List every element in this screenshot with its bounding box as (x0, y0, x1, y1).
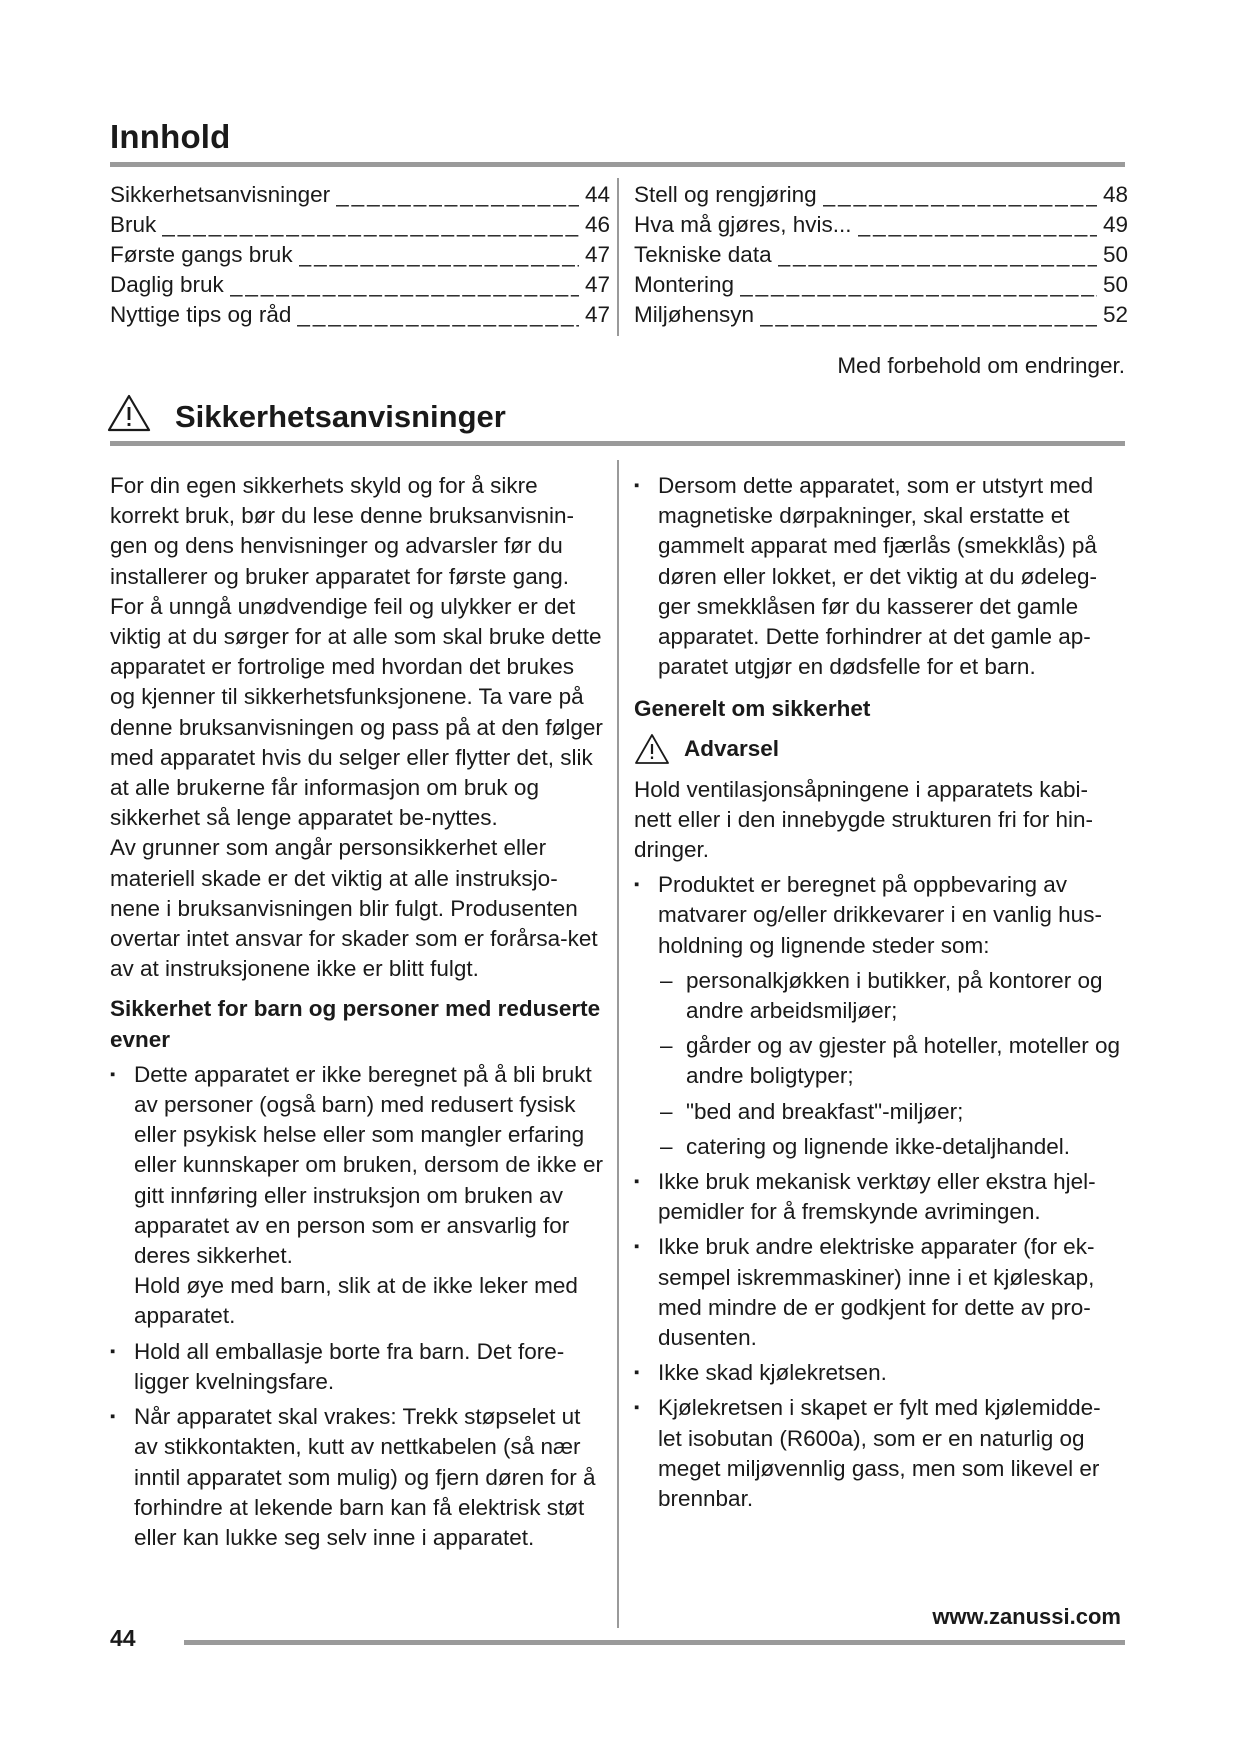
dash-item: – catering og lignende ikke-detaljhandel. (634, 1132, 1124, 1162)
warning-label: Advarsel (684, 735, 780, 761)
general-safety-heading: Generelt om sikkerhet (634, 696, 871, 722)
right-column (634, 471, 1124, 1514)
safety-rule (110, 441, 1125, 446)
bullet-item: ▪ Dersom dette apparatet, som er utstyrt med magnetiske dørpakninger, skal erstatte et gammelt apparat med fjærlås (smekklås) på døren eller lokket, er det viktig at du ødeleg-ger smekklåsen før du kasserer det gamle apparatet. Dette forhindrer at det gamle ap-paratet utgjør en dødsfelle for et barn. (634, 471, 1124, 682)
toc-entry[interactable]: Tekniske data _____ 50 (634, 240, 1128, 270)
column-divider (617, 460, 619, 1628)
bullet-item: ▪ Når apparatet skal vrakes: Trekk støpselet ut av stikkontakten, kutt av nettkabelen (så nær inntil apparatet som mulig) og fjern døren for å forhindre at lekende barn kan få elektrisk støt eller kan lukke seg selv inne i apparatet. (110, 1402, 605, 1553)
warning-text: Hold ventilasjonsåpningene i apparatets kabi-nett eller i den innebygde strukturen fri for hin-dringer. (634, 776, 1093, 863)
dash-item: – "bed and breakfast"-miljøer; (634, 1097, 1124, 1127)
bullet-item: ▪ Ikke bruk mekanisk verktøy eller ekstra hjel-pemidler for å fremskynde avrimingen. (634, 1167, 1124, 1227)
bullet-item: ▪ Hold all emballasje borte fra barn. Det fore-ligger kvelningsfare. (110, 1337, 605, 1397)
bullet-item: ▪ Produktet er beregnet på oppbevaring av matvarer og/eller drikkevarer i en vanlig hus-holdning og lignende steder som: (634, 870, 1124, 961)
dash-item: – personalkjøkken i butikker, på kontorer og andre arbeidsmiljøer; (634, 966, 1124, 1026)
intro-paragraph: For din egen sikkerhets skyld og for å sikre korrekt bruk, bør du lese denne bruksanvisnin-gen og dens henvisninger og advarsler før du installerer og bruker apparatet for første gang. For å unngå unødvendige feil og ulykker er det viktig at du sørger for at alle som skal bruke dette apparatet er fortrolige med hvordan det brukes og kjenner til sikkerhetsfunksjonene. Ta vare på denne bruksanvisningen og pass på at den følger med apparatet hvis du selger eller flytter det, slik at alle brukerne får informasjon om bruk og sikkerhet så lenge apparatet be-nyttes. (110, 473, 603, 831)
toc-right-column (634, 180, 1128, 330)
left-column (110, 471, 605, 1553)
toc-entry[interactable]: Stell og rengjøring _____ 48 (634, 180, 1128, 210)
dash-item: – gårder og av gjester på hoteller, moteller og andre boligtyper; (634, 1031, 1124, 1091)
contents-rule (110, 162, 1125, 167)
bullet-item: ▪ Ikke skad kjølekretsen. (634, 1358, 1124, 1388)
bullet-item: ▪ Kjølekretsen i skapet er fylt med kjølemidde-let isobutan (R600a), som er en naturlig og meget miljøvennlig gass, men som likevel er brennbar. (634, 1393, 1124, 1514)
bullet-item: ▪ Dette apparatet er ikke beregnet på å bli brukt av personer (også barn) med redusert fysisk eller psykisk helse eller som mangler erfaring eller kunnskaper om bruken, dersom de ikke er gitt innføring eller instruksjon om bruken av apparatet av en person som er ansvarlig for deres sikkerhet. Hold øye med barn, slik at de ikke leker med apparatet. (110, 1060, 605, 1332)
toc-entry[interactable]: Miljøhensyn _____ 52 (634, 300, 1128, 330)
toc-entry[interactable]: Første gangs bruk _____ 47 (110, 240, 610, 270)
page-number: 44 (110, 1625, 136, 1651)
website-link[interactable]: www.zanussi.com (932, 1604, 1121, 1629)
toc-left-column (110, 180, 610, 330)
footer-rule (184, 1640, 1125, 1645)
toc-divider (617, 178, 619, 336)
contents-heading: Innhold (110, 118, 231, 155)
warning-triangle-icon (634, 733, 670, 765)
toc-entry[interactable]: Nyttige tips og råd _____ 47 (110, 300, 610, 330)
warning-box (634, 733, 1124, 765)
toc-entry[interactable]: Bruk _____ 46 (110, 210, 610, 240)
toc-entry[interactable]: Sikkerhetsanvisninger _____ 44 (110, 180, 610, 210)
safety-heading: Sikkerhetsanvisninger (175, 399, 506, 434)
warning-triangle-icon (106, 393, 152, 433)
disclaimer: Med forbehold om endringer. (837, 353, 1125, 378)
bullet-item: ▪ Ikke bruk andre elektriske apparater (for ek-sempel iskremmaskiner) inne i et kjøleskap, med mindre de er godkjent for dette av pro-dusenten. (634, 1232, 1124, 1353)
children-safety-heading: Sikkerhet for barn og personer med reduserte evner (110, 996, 601, 1052)
toc-entry[interactable]: Hva må gjøres, hvis... _____ 49 (634, 210, 1128, 240)
intro-paragraph-2: Av grunner som angår personsikkerhet eller materiell skade er det viktig at alle instruksjo-nene i bruksanvisningen blir fulgt. Produsenten overtar intet ansvar for skader som er forårsa-ket av at instruksjonene ikke er blitt fulgt. (110, 835, 598, 982)
toc-entry[interactable]: Daglig bruk _____ 47 (110, 270, 610, 300)
toc-entry[interactable]: Montering _____ 50 (634, 270, 1128, 300)
